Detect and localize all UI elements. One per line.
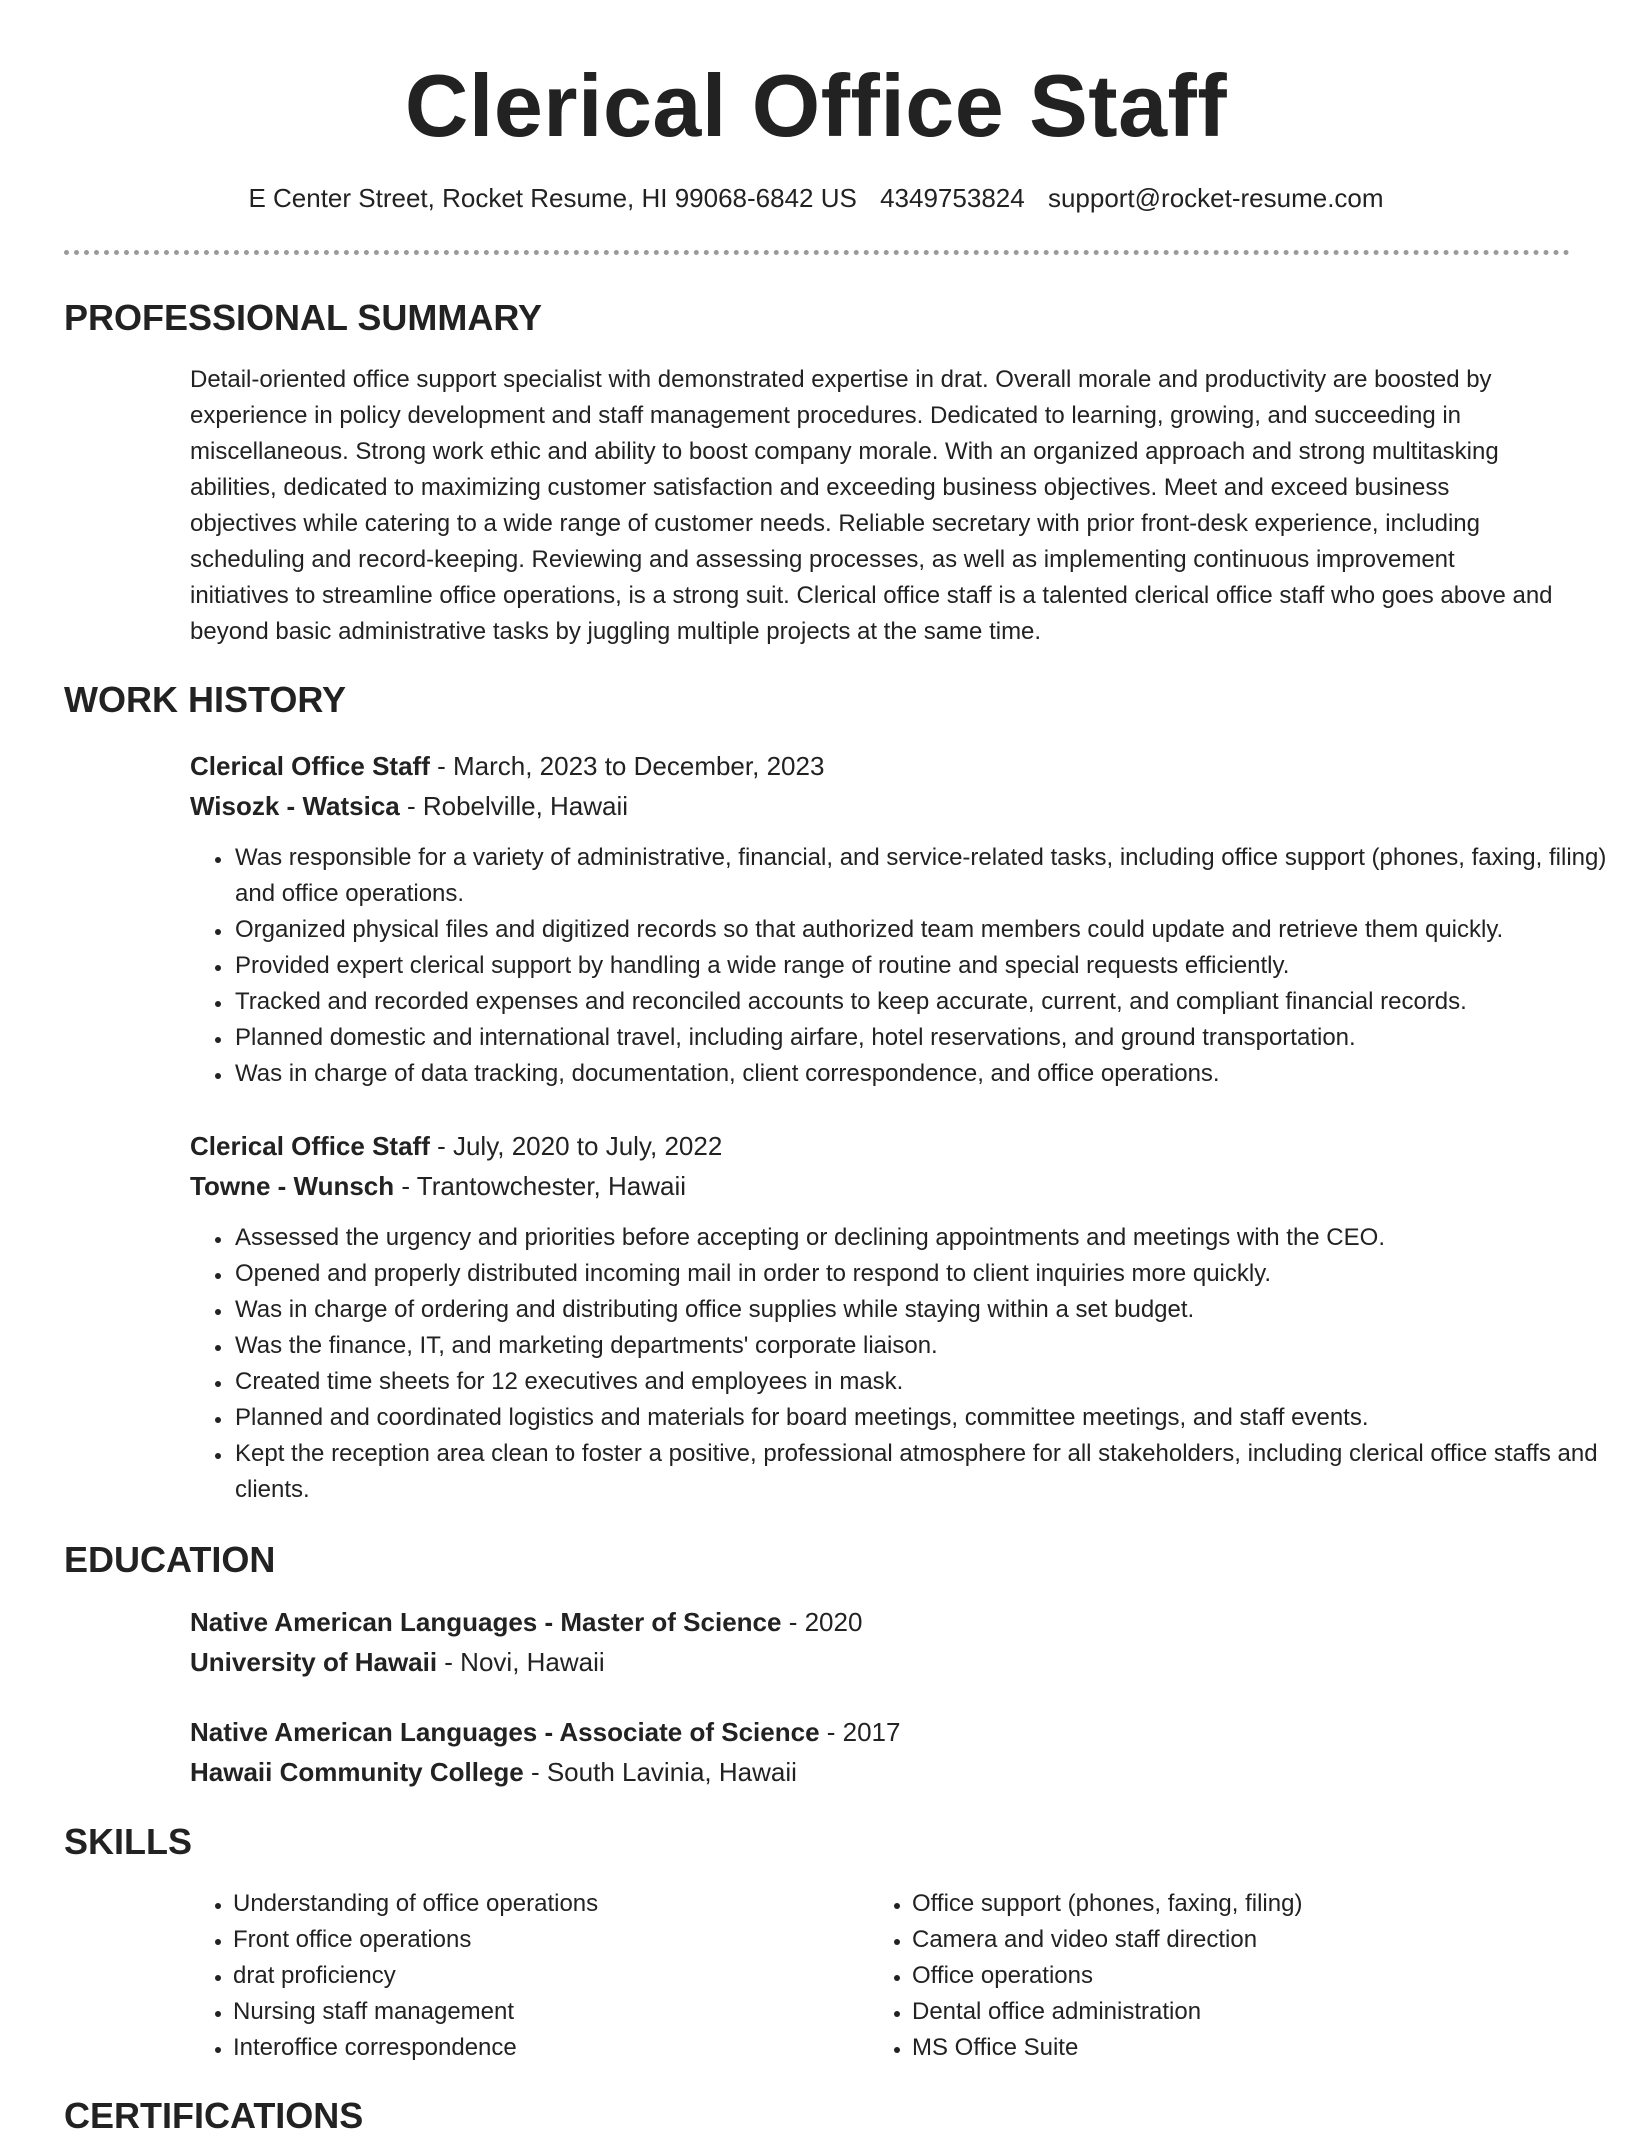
job-1-title-line (190, 748, 824, 784)
candidate-name: Clerical Office Staff (404, 56, 1228, 155)
section-title-work: WORK HISTORY (64, 679, 347, 720)
skill-item: • Office operations (912, 1958, 1512, 1994)
skill-item: • Nursing staff management (233, 1994, 833, 2030)
job-company: Towne - Wunsch (190, 1171, 395, 1201)
summary-text: Detail-oriented office support specialist with demonstrated expertise in drat. Overall morale and productivity are boosted by experience in policy development and staff management procedures. Dedicated to learning, growing, and succeeding in miscellaneous. Strong work ethic and ability to boost company morale. With an organized approach and strong multitasking abilities, dedicated to maximizing customer satisfaction and exceeding business objectives. Meet and exceed business objectives while catering to a wide range of customer needs. Reliable secretary with prior front-desk experience, including scheduling and record-keeping. Reviewing and assessing processes, as well as implementing continuous improvement initiatives to streamline office operations, is a strong suit. Clerical office staff is a talented clerical office staff who goes above and beyond basic administrative tasks by juggling multiple projects at the same time. (190, 366, 1553, 645)
job-dates: - March, 2023 to December, 2023 (429, 751, 825, 781)
job-2-title-line (190, 1128, 722, 1164)
list-item: • Opened and properly distributed incoming mail in order to respond to client inquiries more quickly. (233, 1256, 1613, 1292)
list-item: • Provided expert clerical support by handling a wide range of routine and special requests efficiently. (233, 948, 1613, 984)
list-item: • Kept the reception area clean to foster a positive, professional atmosphere for all stakeholders, including clerical office staffs and clients. (233, 1436, 1613, 1508)
list-item: • Created time sheets for 12 executives and employees in mask. (233, 1364, 1613, 1400)
job-company: Wisozk - Watsica (190, 791, 400, 821)
list-item: • Was in charge of ordering and distributing office supplies while staying within a set budget. (233, 1292, 1613, 1328)
education-school: Hawaii Community College (190, 1757, 524, 1787)
section-title-certifications: CERTIFICATIONS (64, 2095, 364, 2136)
education-location: - Novi, Hawaii (437, 1647, 605, 1677)
skill-item: • drat proficiency (233, 1958, 833, 1994)
skills-list-left (190, 1886, 833, 2066)
education-1-degree-line (190, 1604, 862, 1640)
job-title: Clerical Office Staff (190, 1131, 430, 1161)
education-school: University of Hawaii (190, 1647, 438, 1677)
contact-email[interactable]: support@rocket-resume.com (1047, 183, 1384, 213)
education-degree: Native American Languages - Master of Science (190, 1607, 782, 1637)
list-item: • Planned domestic and international travel, including airfare, hotel reservations, and ground transportation. (233, 1020, 1613, 1056)
list-item: • Tracked and recorded expenses and reconciled accounts to keep accurate, current, and compliant financial records. (233, 984, 1613, 1020)
list-item: • Planned and coordinated logistics and materials for board meetings, committee meetings, and staff events. (233, 1400, 1613, 1436)
education-year: - 2020 (781, 1607, 863, 1637)
section-title-skills: SKILLS (64, 1821, 193, 1862)
skills-list-right (869, 1886, 1512, 2066)
job-2-bullets (190, 1220, 1613, 1508)
contact-line (0, 180, 1632, 216)
job-2-company-line (190, 1168, 686, 1204)
list-item: • Organized physical files and digitized records so that authorized team members could update and retrieve them quickly. (233, 912, 1613, 948)
contact-phone: 4349753824 (880, 183, 1025, 213)
skill-item: • MS Office Suite (912, 2030, 1512, 2066)
education-2-school-line (190, 1754, 797, 1790)
job-1-company-line (190, 788, 628, 824)
education-degree: Native American Languages - Associate of Science (190, 1717, 820, 1747)
list-item: • Was the finance, IT, and marketing departments' corporate liaison. (233, 1328, 1613, 1364)
list-item: • Assessed the urgency and priorities before accepting or declining appointments and meetings with the CEO. (233, 1220, 1613, 1256)
job-dates: - July, 2020 to July, 2022 (429, 1131, 723, 1161)
job-1-bullets (190, 840, 1613, 1092)
skill-item: • Camera and video staff direction (912, 1922, 1512, 1958)
header-divider (64, 250, 1570, 255)
job-location: - Robelville, Hawaii (399, 791, 629, 821)
job-title: Clerical Office Staff (190, 751, 430, 781)
list-item: • Was in charge of data tracking, documentation, client correspondence, and office operations. (233, 1056, 1613, 1092)
contact-address: E Center Street, Rocket Resume, HI 99068-6842 US (248, 183, 857, 213)
list-item: • Was responsible for a variety of administrative, financial, and service-related tasks, including office support (phones, faxing, filing) and office operations. (233, 840, 1613, 912)
skill-item: • Understanding of office operations (233, 1886, 833, 1922)
education-year: - 2017 (819, 1717, 901, 1747)
job-location: - Trantowchester, Hawaii (394, 1171, 687, 1201)
section-title-education: EDUCATION (64, 1539, 276, 1580)
skill-item: • Office support (phones, faxing, filing) (912, 1886, 1512, 1922)
education-location: - South Lavinia, Hawaii (523, 1757, 797, 1787)
education-1-school-line (190, 1644, 605, 1680)
education-2-degree-line (190, 1714, 900, 1750)
skill-item: • Dental office administration (912, 1994, 1512, 2030)
section-title-summary: PROFESSIONAL SUMMARY (64, 297, 543, 338)
skill-item: • Front office operations (233, 1922, 833, 1958)
skill-item: • Interoffice correspondence (233, 2030, 833, 2066)
